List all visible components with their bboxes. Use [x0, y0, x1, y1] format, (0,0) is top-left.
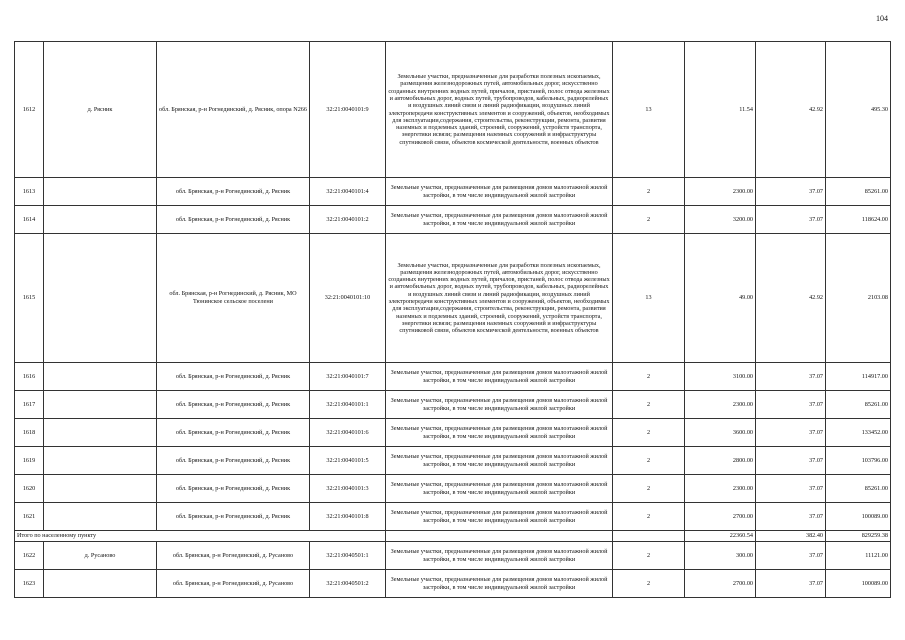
cadastral-value-table	[14, 41, 891, 598]
empty-cell	[44, 503, 157, 531]
cadastral-number: 32:21:0040101:2	[310, 206, 386, 234]
empty-cell	[44, 363, 157, 391]
rate-cell: 37.07	[756, 475, 826, 503]
rate-cell: 37.07	[756, 419, 826, 447]
group-cell: 13	[613, 234, 685, 363]
row-number: 1621	[15, 503, 44, 531]
address-cell: обл. Брянская, р-н Рогнединский, д. Русаново	[157, 570, 310, 598]
group-cell: 2	[613, 206, 685, 234]
cadastral-number: 32:21:0040101:8	[310, 503, 386, 531]
value-cell: 85261.00	[826, 178, 891, 206]
land-use-cell: Земельные участки, предназначенные для размещения домов малоэтажной жилой застройки, в том числе индивидуальной жилой застройки	[386, 363, 613, 391]
cadastral-number: 32:21:0040101:3	[310, 475, 386, 503]
land-use-cell: Земельные участки, предназначенные для разработки полезных ископаемых, размещения железнодорожных путей, автомобильных дорог, искусственно созданных внутренних водных путей, причалов, пристаней, полос отвода железных и автомобильных дорог, водных путей, трубопроводов, кабельных, радиорелейных и воздушных линий связи и линий радиофикации, воздушных линий электропередачи конструктивных элементов и сооружений, объектов, необходимых для эксплуатации,содержания, строительства, реконструкции, ремонта, развития наземных и подземных зданий, строений, сооружений, устройств транспорта, энергетики исвязи; размещения наземных сооружений и инфраструктуры спутниковой связи, объектов космической деятельности, военных объектов	[386, 42, 613, 178]
table-row	[15, 178, 891, 206]
rate-cell: 42.92	[756, 42, 826, 178]
address-cell: обл. Брянская, р-н Рогнединский, д. Рясник, опора N266	[157, 42, 310, 178]
area-cell: 2700.00	[685, 503, 756, 531]
group-cell: 13	[613, 42, 685, 178]
rate-cell: 37.07	[756, 206, 826, 234]
area-cell: 2300.00	[685, 178, 756, 206]
total-row	[15, 531, 891, 542]
group-cell: 2	[613, 178, 685, 206]
row-number: 1622	[15, 542, 44, 570]
value-cell: 100089.00	[826, 570, 891, 598]
table-row	[15, 42, 891, 178]
land-use-cell: Земельные участки, предназначенные для размещения домов малоэтажной жилой застройки, в том числе индивидуальной жилой застройки	[386, 419, 613, 447]
table-row	[15, 363, 891, 391]
rate-cell: 37.07	[756, 363, 826, 391]
total-label: Итого по населенному пункту	[15, 531, 386, 542]
cadastral-number: 32:21:0040101:6	[310, 419, 386, 447]
cadastral-number: 32:21:0040101:9	[310, 42, 386, 178]
group-cell: 2	[613, 475, 685, 503]
land-use-cell: Земельные участки, предназначенные для разработки полезных ископаемых, размещения железнодорожных путей, автомобильных дорог, искусственно созданных внутренних водных путей, причалов, пристаней, полос отвода железных и автомобильных дорог, водных путей, трубопроводов, кабельных, радиорелейных и воздушных линий связи и линий радиофикации, воздушных линий электропередачи конструктивных элементов и сооружений, объектов, необходимых для эксплуатации,содержания, строительства, реконструкции, ремонта, развития наземных и подземных зданий, строений, сооружений, устройств транспорта, энергетики исвязи; размещения наземных сооружений и инфраструктуры спутниковой связи, объектов космической деятельности, военных объектов	[386, 234, 613, 363]
rate-cell: 37.07	[756, 447, 826, 475]
cadastral-number: 32:21:0040101:1	[310, 391, 386, 419]
land-use-cell: Земельные участки, предназначенные для размещения домов малоэтажной жилой застройки, в том числе индивидуальной жилой застройки	[386, 391, 613, 419]
value-cell: 11121.00	[826, 542, 891, 570]
land-use-cell: Земельные участки, предназначенные для размещения домов малоэтажной жилой застройки, в том числе индивидуальной жилой застройки	[386, 206, 613, 234]
address-cell: обл. Брянская, р-н Рогнединский, д. Рясник, МО Тюнинское сельское поселени	[157, 234, 310, 363]
address-cell: обл. Брянская, р-н Рогнединский, д. Рясник	[157, 391, 310, 419]
table-row	[15, 503, 891, 531]
table-row	[15, 570, 891, 598]
row-number: 1612	[15, 42, 44, 178]
address-cell: обл. Брянская, р-н Рогнединский, д. Рясник	[157, 419, 310, 447]
land-use-cell: Земельные участки, предназначенные для размещения домов малоэтажной жилой застройки, в том числе индивидуальной жилой застройки	[386, 570, 613, 598]
address-cell: обл. Брянская, р-н Рогнединский, д. Русаново	[157, 542, 310, 570]
value-cell: 118624.00	[826, 206, 891, 234]
group-cell: 2	[613, 447, 685, 475]
value-cell: 100089.00	[826, 503, 891, 531]
rate-cell: 37.07	[756, 570, 826, 598]
settlement-name: д. Русаново	[44, 542, 157, 570]
page-number: 104	[876, 14, 888, 23]
row-number: 1623	[15, 570, 44, 598]
empty-cell	[386, 531, 613, 542]
row-number: 1613	[15, 178, 44, 206]
cadastral-number: 32:21:0040101:10	[310, 234, 386, 363]
area-cell: 3600.00	[685, 419, 756, 447]
empty-cell	[44, 206, 157, 234]
table-row	[15, 447, 891, 475]
row-number: 1617	[15, 391, 44, 419]
empty-cell	[44, 419, 157, 447]
table-row	[15, 542, 891, 570]
area-cell: 3200.00	[685, 206, 756, 234]
empty-cell	[44, 475, 157, 503]
area-cell: 2700.00	[685, 570, 756, 598]
row-number: 1618	[15, 419, 44, 447]
area-cell: 2300.00	[685, 391, 756, 419]
settlement-name: д. Рясник	[44, 42, 157, 178]
empty-cell	[44, 391, 157, 419]
total-rate: 382.40	[756, 531, 826, 542]
row-number: 1616	[15, 363, 44, 391]
land-use-cell: Земельные участки, предназначенные для размещения домов малоэтажной жилой застройки, в том числе индивидуальной жилой застройки	[386, 542, 613, 570]
rate-cell: 37.07	[756, 391, 826, 419]
address-cell: обл. Брянская, р-н Рогнединский, д. Рясник	[157, 447, 310, 475]
group-cell: 2	[613, 570, 685, 598]
area-cell: 3100.00	[685, 363, 756, 391]
table-row	[15, 475, 891, 503]
row-number: 1619	[15, 447, 44, 475]
value-cell: 495.30	[826, 42, 891, 178]
land-use-cell: Земельные участки, предназначенные для размещения домов малоэтажной жилой застройки, в том числе индивидуальной жилой застройки	[386, 447, 613, 475]
address-cell: обл. Брянская, р-н Рогнединский, д. Рясник	[157, 178, 310, 206]
empty-cell	[44, 447, 157, 475]
row-number: 1614	[15, 206, 44, 234]
area-cell: 2300.00	[685, 475, 756, 503]
address-cell: обл. Брянская, р-н Рогнединский, д. Рясник	[157, 503, 310, 531]
rate-cell: 37.07	[756, 178, 826, 206]
value-cell: 85261.00	[826, 475, 891, 503]
rate-cell: 42.92	[756, 234, 826, 363]
area-cell: 300.00	[685, 542, 756, 570]
group-cell: 2	[613, 391, 685, 419]
land-use-cell: Земельные участки, предназначенные для размещения домов малоэтажной жилой застройки, в том числе индивидуальной жилой застройки	[386, 178, 613, 206]
cadastral-number: 32:21:0040501:2	[310, 570, 386, 598]
address-cell: обл. Брянская, р-н Рогнединский, д. Рясник	[157, 363, 310, 391]
row-number: 1620	[15, 475, 44, 503]
land-use-cell: Земельные участки, предназначенные для размещения домов малоэтажной жилой застройки, в том числе индивидуальной жилой застройки	[386, 503, 613, 531]
land-use-cell: Земельные участки, предназначенные для размещения домов малоэтажной жилой застройки, в том числе индивидуальной жилой застройки	[386, 475, 613, 503]
cadastral-number: 32:21:0040101:7	[310, 363, 386, 391]
area-cell: 11.54	[685, 42, 756, 178]
cadastral-number: 32:21:0040101:5	[310, 447, 386, 475]
table-row	[15, 391, 891, 419]
value-cell: 103796.00	[826, 447, 891, 475]
area-cell: 49.00	[685, 234, 756, 363]
empty-cell	[44, 234, 157, 363]
table-row	[15, 206, 891, 234]
value-cell: 133452.00	[826, 419, 891, 447]
rate-cell: 37.07	[756, 542, 826, 570]
value-cell: 2103.08	[826, 234, 891, 363]
value-cell: 85261.00	[826, 391, 891, 419]
table-row	[15, 234, 891, 363]
address-cell: обл. Брянская, р-н Рогнединский, д. Рясник	[157, 206, 310, 234]
cadastral-number: 32:21:0040501:1	[310, 542, 386, 570]
total-area: 22360.54	[685, 531, 756, 542]
group-cell: 2	[613, 503, 685, 531]
group-cell: 2	[613, 542, 685, 570]
empty-cell	[44, 178, 157, 206]
row-number: 1615	[15, 234, 44, 363]
total-value: 829259.38	[826, 531, 891, 542]
area-cell: 2800.00	[685, 447, 756, 475]
group-cell: 2	[613, 363, 685, 391]
group-cell: 2	[613, 419, 685, 447]
address-cell: обл. Брянская, р-н Рогнединский, д. Рясник	[157, 475, 310, 503]
empty-cell	[613, 531, 685, 542]
cadastral-number: 32:21:0040101:4	[310, 178, 386, 206]
rate-cell: 37.07	[756, 503, 826, 531]
table-row	[15, 419, 891, 447]
empty-cell	[44, 570, 157, 598]
value-cell: 114917.00	[826, 363, 891, 391]
